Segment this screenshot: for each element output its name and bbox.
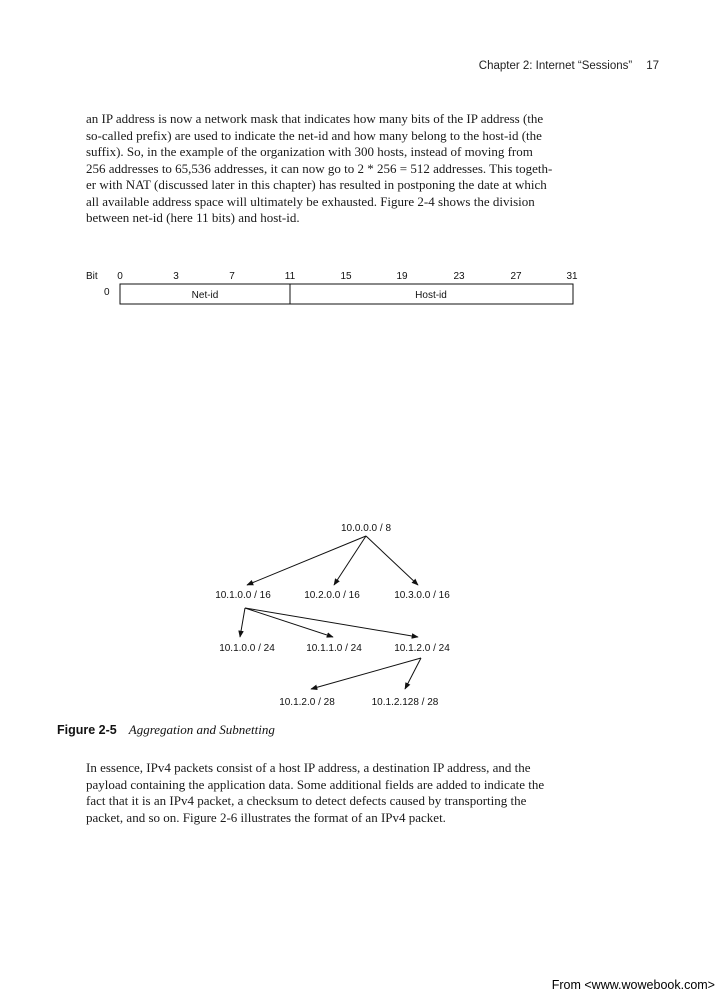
edge-n1-n6 bbox=[245, 608, 418, 637]
bit-tick-label: 19 bbox=[396, 271, 408, 282]
body-paragraph-1 bbox=[86, 111, 606, 227]
edge-n6-n7 bbox=[311, 658, 421, 689]
bit-tick-label: 11 bbox=[284, 271, 296, 282]
node-label: 10.1.0.0 / 16 bbox=[215, 590, 271, 601]
node-label: 10.3.0.0 / 16 bbox=[394, 590, 450, 601]
bit-tick-label: 27 bbox=[510, 271, 522, 282]
text-line: all available address space will ultimately be exhausted. Figure 2-4 shows the division bbox=[86, 193, 535, 209]
bit-tick-label: 23 bbox=[453, 271, 465, 282]
edge-root-n2 bbox=[334, 536, 366, 585]
bit-tick-label: 15 bbox=[340, 271, 352, 282]
node-label: 10.1.1.0 / 24 bbox=[306, 643, 362, 654]
text-line: 256 addresses to 65,536 addresses, it can now go to 2 * 256 = 512 addresses. This togeth- bbox=[86, 160, 553, 176]
node-label: 10.1.2.128 / 28 bbox=[371, 697, 439, 708]
figure-2-4-bit-layout bbox=[0, 262, 719, 312]
node-label: 10.0.0.0 / 8 bbox=[340, 523, 392, 534]
text-line: packet, and so on. Figure 2-6 illustrates the format of an IPv4 packet. bbox=[86, 809, 446, 825]
edge-root-n1 bbox=[247, 536, 366, 585]
row-label: 0 bbox=[104, 287, 110, 298]
bit-tick-label: 31 bbox=[566, 271, 578, 282]
bit-tick-label: 0 bbox=[117, 271, 123, 282]
text-line: payload containing the application data. Some additional fields are added to indicate the bbox=[86, 776, 545, 792]
node-label: 10.1.2.0 / 28 bbox=[279, 697, 335, 708]
edge-n6-n8 bbox=[405, 658, 421, 689]
running-head bbox=[0, 60, 659, 72]
edge-n1-n4 bbox=[240, 608, 245, 637]
source-footer: From <www.wowebook.com> bbox=[551, 978, 715, 992]
text-line: er with NAT (discussed later in this chapter) has resulted in postponing the date at which bbox=[86, 177, 547, 192]
text-line: between net-id (here 11 bits) and host-id. bbox=[86, 210, 300, 225]
bit-tick-label: 7 bbox=[229, 271, 235, 282]
figure-title: Aggregation and Subnetting bbox=[128, 722, 275, 737]
text-line: suffix). So, in the example of the organization with 300 hosts, instead of moving from bbox=[86, 144, 533, 159]
figure-number: Figure 2-5 bbox=[57, 723, 117, 737]
figure-caption bbox=[57, 722, 275, 738]
edge-n1-n5 bbox=[245, 608, 333, 637]
body-paragraph-2 bbox=[86, 760, 606, 826]
node-label: 10.1.0.0 / 24 bbox=[219, 643, 275, 654]
node-label: 10.2.0.0 / 16 bbox=[304, 590, 360, 601]
node-label: 10.1.2.0 / 24 bbox=[394, 643, 450, 654]
net-id-label: Net-id bbox=[191, 290, 219, 301]
text-line: an IP address is now a network mask that indicates how many bits of the IP address (the bbox=[86, 111, 544, 126]
text-line: fact that it is an IPv4 packet, a checksum to detect defects caused by transporting the bbox=[86, 793, 527, 808]
bit-label: Bit bbox=[86, 271, 98, 282]
page-number: 17 bbox=[646, 60, 659, 72]
figure-2-5-aggregation-tree bbox=[0, 500, 719, 715]
text-line: so-called prefix) are used to indicate the net-id and how many belong to the host-id (the bbox=[86, 127, 542, 143]
text-line: In essence, IPv4 packets consist of a host IP address, a destination IP address, and the bbox=[86, 760, 531, 775]
host-id-label: Host-id bbox=[415, 290, 447, 301]
bit-tick-label: 3 bbox=[173, 271, 179, 282]
edge-root-n3 bbox=[366, 536, 418, 585]
chapter-title: Chapter 2: Internet “Sessions” bbox=[478, 60, 633, 72]
